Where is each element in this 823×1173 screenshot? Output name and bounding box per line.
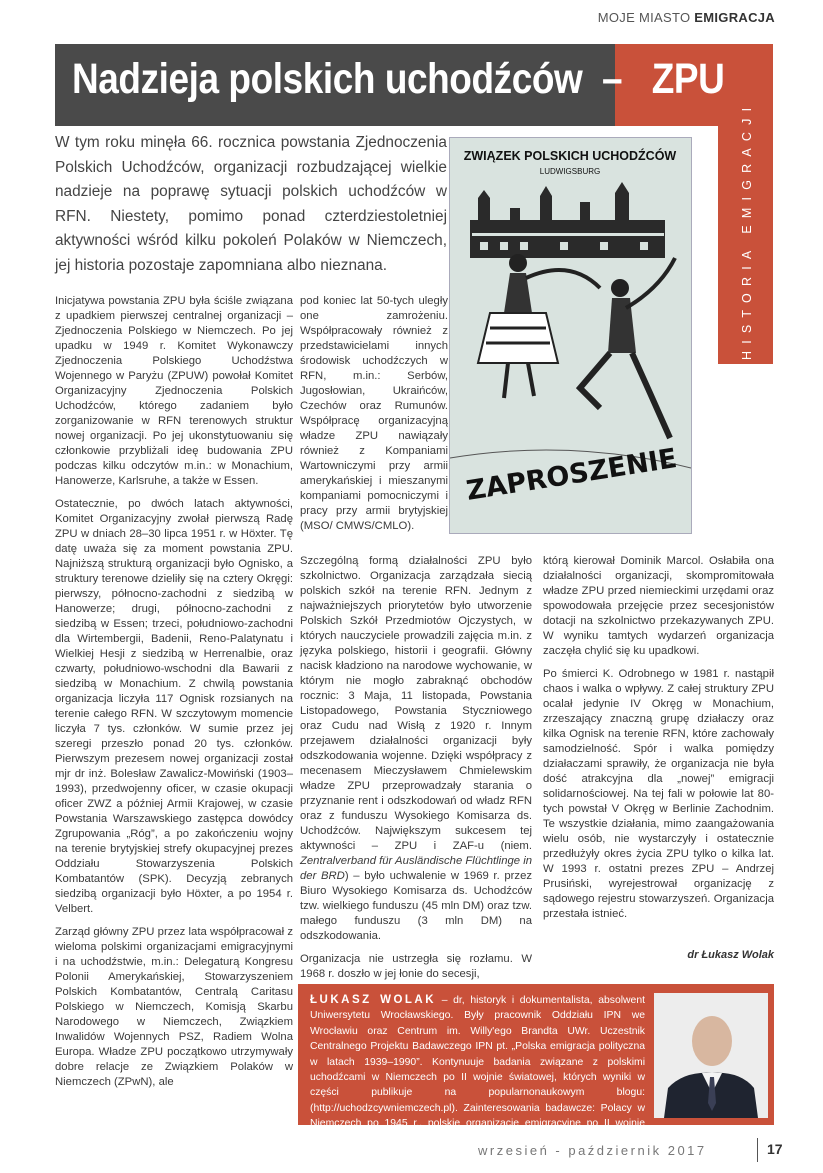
bio-text: – dr, historyk i dokumentalista, absolwent Uniwersytetu Wrocławskiego. Były pracownik Oddziału IPN we Wrocławiu oraz Centrum im. Willy'ego Brandta UWr. Uczestnik Centralnego Projektu Badawczego IPN pt. „Polska emigracja polityczna w latach 1939–1990”. Kontynuuje badania związane z polskimi uchodźcami w Niemczech po II wojnie światowej, których wyniki w części publikuje na popularnonaukowym blogu: (http://uchodzcywniemczech.pl). Zainteresowania badawcze: Polacy w Niemczech po 1945 r., polskie organizacje emigracyjne po II wojnie światowej, działacze emigracyjni w Niemczech po 1945 r., tajne służby PRL. xyxy=(310,995,646,1161)
article-column-1 xyxy=(55,294,293,1098)
poster-illustration xyxy=(450,138,691,533)
section-label-bold: EMIGRACJA xyxy=(694,10,775,25)
section-label: MOJE MIASTO xyxy=(597,10,691,25)
page-number: 17 xyxy=(767,1141,783,1157)
poster-invitation: ZAPROSZENIE xyxy=(464,443,680,507)
paragraph: Zarząd główny ZPU przez lata współpracował z wieloma polskimi organizacjami emigracyjnymi i na uchodźstwie, m.in.: Delegaturą Kongresu Polonii Amerykańskiej, Stowarzyszeniem Polskich Kombatantów, Centralą Caritasu Polskiego w Niemczech, Komisją Skarbu Narodowego w Niemczech, Związkiem Inwalidów Wojennych PSZ, Radiem Wolna Europa. Władze ZPU początkowo utrzymywały dobre relacje ze Związkiem Polaków w Niemczech (ZPwN), ale xyxy=(55,926,293,1088)
paragraph-italic: Zentralverband für Ausländische Flüchtlinge in der BRD xyxy=(300,855,532,882)
lead-paragraph: W tym roku minęła 66. rocznica powstania Zjednoczenia Polskich Uchodźców, organizacji rozbudzającej wielkie nadzieje na poprawę sytuacji polskich uchodźców w RFN. Niestety, pomimo ponad czterdziestoletniej aktywności wśród kilku pokoleń Polaków w Niemczech, jej historia pozostaje zapomniana albo nieznana. xyxy=(55,134,447,274)
paragraph: Organizacja nie ustrzegła się rozłamu. W 1968 r. doszło w jej łonie do secesji, xyxy=(300,953,532,980)
paragraph: pod koniec lat 50-tych uległy one zamrożeniu. Współpracowały również z przedstawicielami innych środowisk uchodźczych w RFN, m.in.: Serbów, Jugosłowian, Ukraińców, Czechów oraz Rumunów. Współpracę organizacyjną władze ZPU nawiązały również z Kompaniami Wartowniczymi przy armii amerykańskiej i mieszanymi kompaniami pomocniczymi i pracy przy armii brytyjskiej (MSO/ CMWS/CMLO). xyxy=(300,295,448,532)
author-photo xyxy=(654,993,768,1118)
poster-subtitle: LUDWIGSBURG xyxy=(539,167,601,176)
paragraph: którą kierował Dominik Marcol. Osłabiła ona działalności organizacji, skompromitowała władze ZPU przed niemieckimi urzędami oraz spowodowała przejęcie przez secesjonistów dotacji na szkolnictwo przekazywanych ZPU. W wyniku tamtych wydarzeń organizacja zaczęła chylić się ku upadkowi. xyxy=(543,555,774,657)
poster-image xyxy=(449,137,692,534)
paragraph: Inicjatywa powstania ZPU była ściśle związana z upadkiem pierwszej centralnej organizacji – Zjednoczenia Polskiego w Niemczech. Po jej upadku w 1949 r. Komitet Wykonawczy Zjednoczenia Polskiego Uchodźstwa Wojennego w Paryżu (ZPUW) powołał Komitet Organizacyjny Zjednoczenia Polskich Uchodźców, którego zadaniem było zorganizowanie w RFN terenowych struktur nowej organizacji. Po jej ukonstytuowaniu się członkowie przybliżali ideę budowania ZPU podczas kilku odczytów m.in.: w Monachium, Hanowerze, Karlsruhe, a także w Essen. xyxy=(55,295,293,487)
paragraph xyxy=(300,554,532,944)
article-column-2 xyxy=(300,294,448,542)
title-main: Nadzieja polskich uchodźców xyxy=(72,55,583,103)
paragraph-part: Szczególną formą działalności ZPU było szkolnictwo. Organizacja zarządzała siecią polskich szkół na terenie RFN. Jednym z najważniejszych priorytetów było utworzenie Polskich Szkół Przedmiotów Ojczystych, w których nauczyciele prowadzili zajęcia m.in. z języka polskiego, historii i geografii. Główny nacisk kładziono na narodowe wychowanie, w którym nie mogło zabraknąć obchodów rocznic: 3 Maja, 11 listopada, Powstania Listopadowego, Powstania Styczniowego oraz Cudu nad Wisłą z 1920 r. Innym przejawem działalności organizacji były odszkodowania wojenne. Dzięki współpracy z mecenasem Mieczysławem Chmielewskim władze ZPU przeprowadzały starania o przyznanie rent i odszkodowań od władz RFN oraz z funduszu Wysokiego Komisarza ds. Uchodźców. Największym sukcesem tej aktywności – ZPU i ZAF-u (niem. xyxy=(300,555,532,852)
article-column-2-lower xyxy=(300,554,532,990)
section-header xyxy=(0,10,775,25)
title-highlight: ZPU xyxy=(651,55,725,103)
paragraph: Po śmierci K. Odrobnego w 1981 r. nastąpił chaos i walka o wpływy. Z całej struktury ZPU ocalał jedynie IV Okręg w Monachium, zrzeszający znaczną grupę działaczy oraz kilka Ognisk na terenie RFN, które zachowały samodzielność. Spór i walka pomiędzy działaczami sprawiły, że organizacja nie była dość atrakcyjna dla „nowej” emigracji solidarnościowej. Na tej fali w połowie lat 80-tych powstał V Okręg w Berlinie Zachodnim. Te wszystkie działania, mimo zaangażowania wielu osób, nie wystarczyły i ostatecznie przedłużyły okres życia ZPU tylko o kilka lat. W 1993 r. ostatni prezes ZPU – Andrzej Prusiński, wyrejestrował organizację z sądowego rejestru stowarzyszeń. Organizacja przestała istnieć. xyxy=(543,668,774,920)
author-bio xyxy=(310,993,645,1162)
page-title xyxy=(72,55,724,104)
title-dash: – xyxy=(602,55,623,103)
author-portrait xyxy=(654,993,768,1118)
bio-name: ŁUKASZ WOLAK xyxy=(310,994,437,1006)
paragraph-part: ) – było uchwalenie w 1969 r. przez Biuro Wysokiego Komisarza ds. Uchodźców tzw. wielkiego funduszu (45 mln DM) oraz tzw. małego funduszu (3 mln DM) na odszkodowania. xyxy=(300,870,533,942)
vertical-label: HISTORIA EMIGRACJI xyxy=(740,100,754,360)
issue-date: wrzesień - październik 2017 xyxy=(478,1143,707,1158)
author-signature: dr Łukasz Wolak xyxy=(687,949,774,961)
poster-title: ZWIĄZEK POLSKICH UCHODŹCÓW xyxy=(463,149,677,163)
article-column-3 xyxy=(543,554,774,930)
footer-divider xyxy=(757,1138,758,1162)
paragraph: Ostatecznie, po dwóch latach aktywności, Komitet Organizacyjny zwołał pierwszą Radę ZPU w dniach 28–30 lipca 1951 r. w Höxter. Tę datę uważa się za moment powstania ZPU. Najniższą strukturą organizacji było Ognisko, a struktury terenowe dzieliły się na cztery Okręgi: pierwszy, północno-zachodni z siedzibą w Hanowerze; drugi, północno-zachodni z siedzibą w Essen; trzeci, południowo-zachodni dla Wirtembergii, Badenii, Reno-Palatynatu i Wielkiej Hesji z siedzibą w Herrenalbie, oraz czwarty, południowo-wschodni dla Bawarii z siedzibą w Monachium. Z chwilą powstania organizacja liczyła 117 Ognisk rozsianych na terenie całego RFN. W szczytowym momencie liczyła 7 tys. członków. W sumie przez jej szeregi przeszło ponad 20 tys. członków. Pierwszym prezesem nowej organizacji został mjr dr inż. Bolesław Zawalicz-Mowiński (1903–1993), przedwojenny oficer, w czasie okupacji oficer ZWZ a później Armii Krajowej, w czasie Powstania Warszawskiego zastępca dowódcy Zgrupowania „Róg”, a po zakończeniu wojny na terenie brytyjskiej strefy okupacyjnej prezes Oddziału Stowarzyszenia Polskich Kombatantów (SPK). Decyzją zebranych siedzibą organizacji było Höxter, a po 1954 r. Velbert. xyxy=(55,498,293,915)
